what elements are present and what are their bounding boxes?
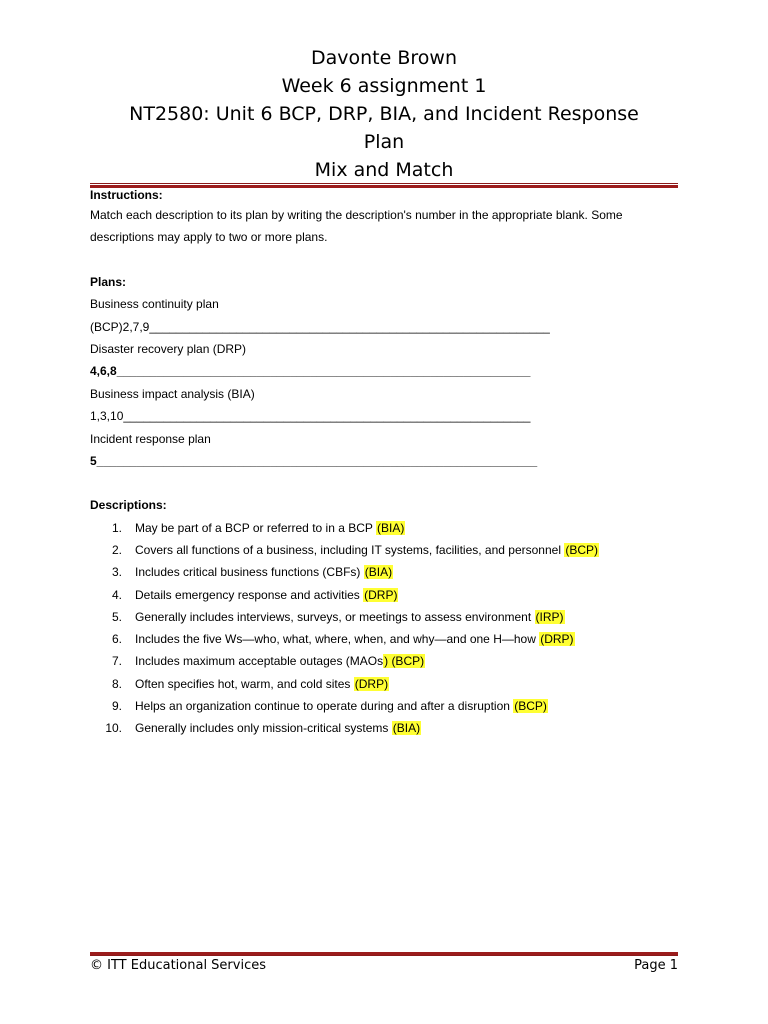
list-item (90, 606, 680, 628)
list-item (90, 695, 680, 717)
author-name: Davonte Brown (311, 47, 457, 69)
plan-answer-blank: 4,6,8______________________________________________________________ (90, 364, 531, 379)
item-text: Includes critical business functions (CBFs) (135, 565, 364, 580)
item-number: 9. (111, 699, 122, 714)
page-number: Page 1 (634, 958, 678, 973)
answer-tag: (IRP) (535, 609, 564, 624)
item-text: Includes the five Ws—who, what, where, when, and why—and one H—how (135, 632, 540, 647)
document-header (0, 44, 768, 184)
item-text: Helps an organization continue to operate during and after a disruption (135, 699, 514, 714)
item-number: 8. (111, 676, 122, 691)
plan-name: Business continuity plan (90, 297, 219, 312)
course-title-line1: NT2580: Unit 6 BCP, DRP, BIA, and Incident Response (129, 103, 639, 125)
footer-copyright: © ITT Educational Services (90, 958, 267, 973)
assignment-title: Week 6 assignment 1 (281, 75, 487, 97)
answer-tag: (BIA) (377, 520, 405, 535)
item-text: Includes maximum acceptable outages (MAOs (135, 654, 384, 669)
plan-answer-blank: (BCP)2,7,9____________________________________________________________ (90, 319, 550, 334)
item-number: 6. (111, 632, 122, 647)
plan-name: Incident response plan (90, 431, 211, 446)
item-number: 1. (111, 520, 122, 535)
item-number: 2. (111, 542, 122, 557)
answer-tag: ) (BCP) (384, 654, 425, 669)
item-text: Often specifies hot, warm, and cold sites (135, 676, 354, 691)
plan-name: Business impact analysis (BIA) (90, 386, 255, 401)
list-item (90, 584, 680, 606)
answer-tag: (DRP) (540, 632, 574, 647)
item-number: 4. (111, 587, 122, 602)
item-text: Generally includes only mission-critical systems (135, 721, 392, 736)
list-item (90, 539, 680, 561)
item-text: Generally includes interviews, surveys, or meetings to assess environment (135, 609, 535, 624)
item-text: Covers all functions of a business, including IT systems, facilities, and personnel (135, 542, 565, 557)
document-body (90, 186, 680, 740)
plans-list (90, 293, 680, 472)
item-text: May be part of a BCP or referred to in a BCP (135, 520, 377, 535)
list-item (90, 717, 680, 739)
course-title-line2: Plan (363, 131, 405, 153)
document-subtitle: Mix and Match (314, 159, 454, 181)
answer-tag: (BCP) (565, 542, 598, 557)
item-number: 10. (105, 721, 122, 736)
answer-tag: (DRP) (364, 587, 398, 602)
plans-heading: Plans: (90, 274, 127, 289)
plan-answer-blank: 1,3,10_____________________________________________________________ (90, 409, 531, 424)
list-item (90, 517, 680, 539)
footer-divider (90, 951, 678, 956)
plan-answer-blank: 5__________________________________________________________________ (90, 453, 538, 468)
item-text: Details emergency response and activities (135, 587, 364, 602)
descriptions-heading: Descriptions: (90, 498, 167, 513)
descriptions-list (90, 517, 680, 740)
list-item (90, 561, 680, 583)
answer-tag: (BIA) (364, 565, 393, 580)
item-number: 7. (111, 654, 122, 669)
answer-tag: (DRP) (354, 676, 389, 691)
item-number: 5. (111, 609, 122, 624)
answer-tag: (BCP) (514, 699, 547, 714)
instructions-text-line2: descriptions may apply to two or more plans. (90, 230, 328, 245)
item-number: 3. (111, 565, 122, 580)
instructions-heading: Instructions: (90, 188, 163, 202)
plan-name: Disaster recovery plan (DRP) (90, 341, 247, 356)
instructions-text-line1: Match each description to its plan by writing the description's number in the appropriate blank. Some (90, 208, 623, 222)
list-item (90, 650, 680, 672)
answer-tag: (BIA) (392, 721, 421, 736)
list-item (90, 673, 680, 695)
list-item (90, 628, 680, 650)
